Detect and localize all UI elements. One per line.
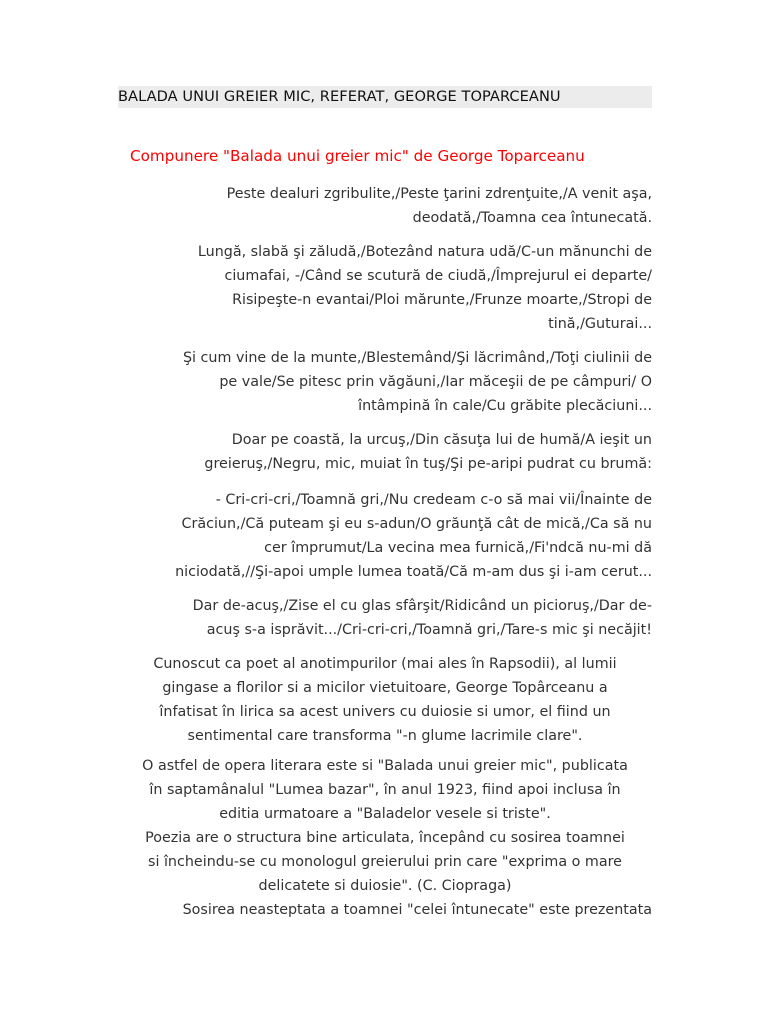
- paragraph-line: în saptamânalul "Lumea bazar", în anul 1923, fiind apoi inclusa în: [149, 782, 621, 798]
- document-title: BALADA UNUI GREIER MIC, REFERAT, GEORGE TOPARCEANU: [118, 86, 652, 108]
- paragraph-line: editia urmatoare a "Baladelor vesele si triste".: [219, 806, 551, 822]
- paragraph-6: [118, 594, 652, 642]
- paragraph-line: gingase a florilor si a micilor vietuitoare, George Topârceanu a: [162, 680, 608, 696]
- paragraph-line: pe vale/Se pitesc prin văgăuni,/Iar măceşii de pe câmpuri/ O: [219, 374, 652, 390]
- paragraph-line: Crăciun,/Că puteam şi eu s-adun/O grăunţă cât de mică,/Ca să nu: [181, 516, 652, 532]
- paragraph-line: O astfel de opera literara este si "Balada unui greier mic", publicata: [142, 758, 628, 774]
- paragraph-line: delicatete si duiosie". (C. Ciopraga): [258, 878, 512, 894]
- paragraph-line: sentimental care transforma "-n glume lacrimile clare".: [187, 728, 583, 744]
- paragraph-line: Doar pe coastă, la urcuş,/Din căsuţa lui de humă/A ieşit un: [231, 432, 652, 448]
- paragraph-line: greieruş,/Negru, mic, muiat în tuş/Şi pe-aripi pudrat cu brumă:: [204, 456, 652, 472]
- paragraph-1: [118, 182, 652, 230]
- paragraph-line: deodată,/Toamna cea întunecată.: [412, 210, 652, 226]
- paragraph-line: întâmpină în cale/Cu grăbite plecăciuni...: [358, 398, 652, 414]
- paragraph-8: [118, 754, 652, 898]
- paragraph-line: ciumafai, -/Când se scutură de ciudă,/Împrejurul ei departe/: [224, 268, 652, 284]
- paragraph-2: [118, 240, 652, 336]
- paragraph-7: [118, 652, 652, 748]
- paragraph-line: Poezia are o structura bine articulata, începând cu sosirea toamnei: [145, 830, 625, 846]
- paragraph-line: Risipeşte-n evantai/Ploi mărunte,/Frunze moarte,/Stropi de: [232, 292, 652, 308]
- paragraph-line: Sosirea neasteptata a toamnei "celei întunecate" este prezentata: [182, 902, 652, 918]
- paragraph-line: înfatisat în lirica sa acest univers cu duiosie si umor, el fiind un: [159, 704, 611, 720]
- paragraph-9: [118, 898, 652, 922]
- paragraph-4: [118, 428, 652, 476]
- paragraph-line: niciodată,//Şi-apoi umple lumea toată/Că m-am dus şi i-am cerut...: [175, 564, 652, 580]
- paragraph-line: cer împrumut/La vecina mea furnică,/Fi'ndcă nu-mi dă: [264, 540, 652, 556]
- paragraph-line: Dar de-acuş,/Zise el cu glas sfârşit/Ridicând un picioruş,/Dar de-: [192, 598, 652, 614]
- paragraph-line: tină,/Guturai...: [548, 316, 652, 332]
- paragraph-3: [118, 346, 652, 418]
- paragraph-line: acuş s-a isprăvit.../Cri-cri-cri,/Toamnă gri,/Tare-s mic şi necăjit!: [206, 622, 652, 638]
- paragraph-line: Cunoscut ca poet al anotimpurilor (mai ales în Rapsodii), al lumii: [153, 656, 617, 672]
- paragraph-line: si încheindu-se cu monologul greierului prin care "exprima o mare: [148, 854, 622, 870]
- paragraph-5: [118, 488, 652, 584]
- document-subtitle: Compunere "Balada unui greier mic" de George Toparceanu: [130, 147, 585, 165]
- paragraph-line: Peste dealuri zgribulite,/Peste ţarini zdrenţuite,/A venit aşa,: [226, 186, 652, 202]
- paragraph-line: Şi cum vine de la munte,/Blestemând/Şi lăcrimând,/Toţi ciulinii de: [182, 350, 652, 366]
- paragraph-line: Lungă, slabă şi zăludă,/Botezând natura udă/C-un mănunchi de: [197, 244, 652, 260]
- paragraph-line: - Cri-cri-cri,/Toamnă gri,/Nu credeam c-o să mai vii/Înainte de: [215, 492, 652, 508]
